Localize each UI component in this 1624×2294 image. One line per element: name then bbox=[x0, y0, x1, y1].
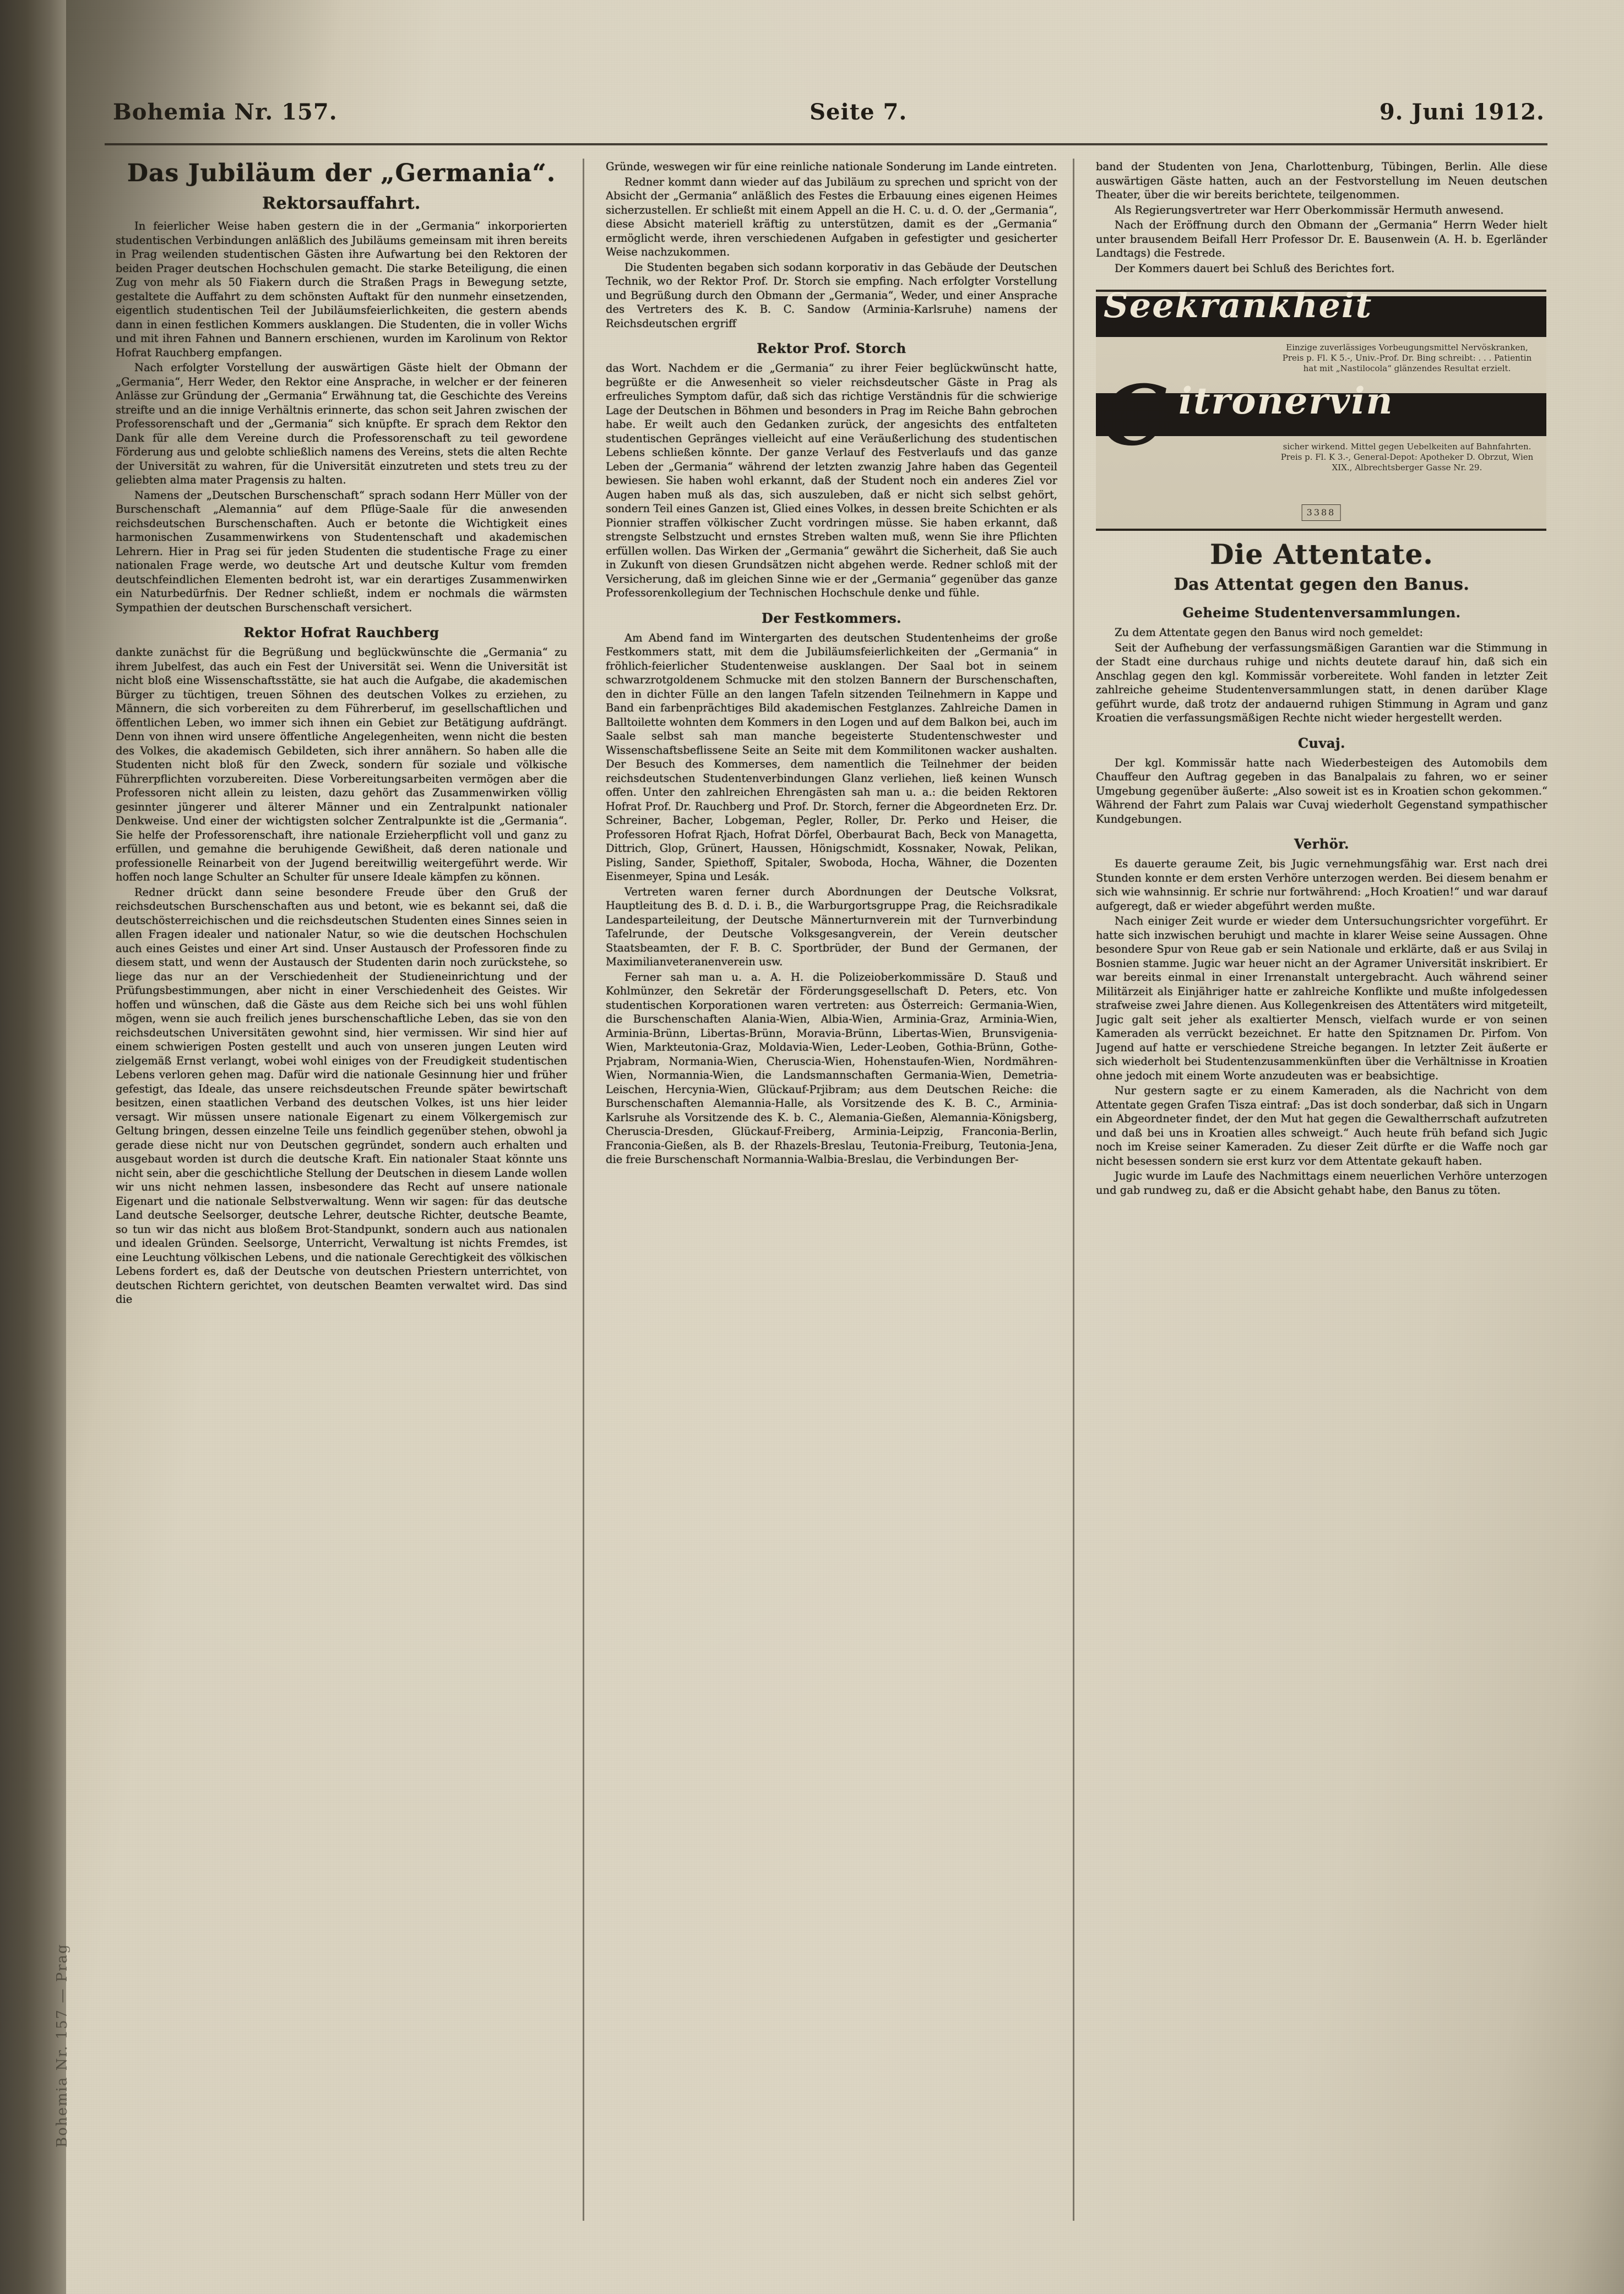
article-subhead-banus: Das Attentat gegen den Banus. bbox=[1174, 575, 1470, 594]
column-1 bbox=[116, 160, 567, 2219]
masthead-page-number: Seite 7. bbox=[810, 99, 908, 125]
paragraph: Der Kommers dauert bei Schluß des Berichtes fort. bbox=[1115, 262, 1395, 275]
masthead-date: 9. Juni 1912. bbox=[1379, 99, 1545, 125]
paragraph: Redner drückt dann seine besondere Freude über den Gruß der reichsdeutschen Burschenschaften aus und betont, wie es bekannt sei, daß die deutschösterreichischen und die reichsdeutschen Studenten eines Sinnes seien in allen Fragen idealer und nationaler Natur, so wie die deutschen Hochschulen auch eines Geistes und einer Art sind. Unser Austausch der Professoren finde zu diesem statt, und wenn der Austausch der Studenten darin noch zurückstehe, so liege das nur an der Verschiedenheit der Studieneinrichtung und der Prüfungsbestimmungen, aber nicht in einer Verschiedenheit des Geistes. Wir hoffen und wünschen, daß die Gäste aus dem Reiche sich bei uns wohl fühlen mögen, wenn sie auch freilich jenes burschenschaftliche Leben, das sie von den reichsdeutschen Universitäten gewohnt sind, hier vermissen. Wir sind hier auf einem schwierigen Posten gestellt und auch von unseren jungen Leuten wird zielgemäß Ernst verlangt, wobei wohl einiges von der Freudigkeit studentischen Lebens verloren gehen mag. Dafür wird die nationale Gesinnung hier und früher gefestigt, das Ideale, das unsere reichsdeutschen Freunde später bewirtschaft besitzen, einen staatlichen Verband des deutschen Volkes, ist uns hier leider versagt. Wir müssen unsere nationale Eigenart zu einem Völkergemisch zur Geltung bringen, dessen einzelne Teile uns feindlich gegenüber stehen, obwohl ja gerade diese nicht nur von Deutschen gegründet, sondern auch erhalten und ausgebaut worden ist durch die deutsche Kraft. Ein nationaler Staat könnte uns nicht sein, aber die geschichtliche Stellung der Deutschen in diesem Lande wollen wir uns nicht nehmen lassen, insbesondere das Recht auf unsere nationale Eigenart und die nationale Selbstverwaltung. Wenn wir sagen: für das deutsche Land deutsche Seelsorger, deutsche Lehrer, deutsche Richter, deutsche Beamte, so tun wir das nicht aus bloßem Brot-Standpunkt, sondern auch aus nationalen und idealen Gründen. Seelsorge, Unterricht, Verwaltung ist nichts Fremdes, ist eine Leuchtung völkischen Lebens, und die nationale Gerechtigkeit des völkischen Lebens fordert es, daß der Deutsche von deutschen Priestern unterrichtet, von deutschen Richtern gerichtet, von deutschen Beamten verwaltet wird. Das sind die bbox=[116, 885, 567, 1306]
paragraph: Nach erfolgter Vorstellung der auswärtigen Gäste hielt der Obmann der „Germania“, Herr Weder, den Rektor eine Ansprache, in welcher er der feineren Anlässe zur Gründung der „Germania“ Erwähnung tat, die Geschichte des Vereins streifte und an die innige Verhältnis erinnerte, das schon seit Jahren zwischen der Professorenschaft und der „Germania“ sich knüpfte. Er sprach dem Rektor den Dank für alle dem Vereine durch die Professorenschaft zu teil gewordene Förderung aus und gelobte schließlich namens des Vereins, stets die alten Rechte der Universität zu wahren, für die Universität einzutreten und stets treu zu der geliebten alma mater Pragensis zu halten. bbox=[116, 361, 567, 486]
article-headline-attentate: Die Attentate. bbox=[1210, 538, 1433, 570]
masthead-left: Bohemia Nr. 157. bbox=[113, 99, 338, 125]
column-divider-2 bbox=[1073, 159, 1074, 2221]
ad-title-seekrankheit: Seekrankheit bbox=[1104, 290, 1373, 325]
paragraph: Namens der „Deutschen Burschenschaft“ sprach sodann Herr Müller von der Burschenschaft „Alemannia“ auf dem Pflüge-Saale für die anwesenden reichsdeutschen Burschenschaften. Auch er betonte die Wichtigkeit eines harmonischen Zusammenwirkens von Studentenschaft und akademischen Lehrern. Hier in Prag sei für jeden Studenten die studentische Frage zu einer nationalen Frage werde, wo deutsche Art und deutsche Kultur vom fremden deutschfeindlichen Elementen bedroht ist, war ein derartiges Zusammenwirken ein Naturbedürfnis. Der Redner schließt, indem er nochmals die wärmsten Sympathien der deutschen Burschenschaft versichert. bbox=[116, 488, 567, 614]
masthead bbox=[113, 99, 1545, 138]
paragraph: Vertreten waren ferner durch Abordnungen der Deutsche Volksrat, Hauptleitung des B. d. D. i. B., die Warburgortsgruppe Prag, die Reichsradikale Landesparteileitung, der Deutsche Männerturnverein mit der Turnverbindung Tafelrunde, der Deutsche Volksgesangverein, der Verein deutscher Staatsbeamten, der F. B. C. Sportbrüder, der Bund der Germanen, der Maximilianveteranenverein usw. bbox=[606, 885, 1057, 968]
ad-title-citronervin: itronervin bbox=[1178, 379, 1394, 422]
paragraph: Am Abend fand im Wintergarten des deutschen Studentenheims der große Festkommers statt, mit dem die Jubiläumsfeierlichkeiten der „Germania“ in fröhlich-feierlicher Studentenweise ausklangen. Der Saal bot in seinem schwarzrotgoldenem Schmucke mit den stolzen Bannern der Burschenschaften, den in dichter Fülle an den langen Tafeln sitzenden Teilnehmern in Kappe und Band ein farbenprächtiges Bild akademischen Festglanzes. Zahlreiche Damen in Balltoilette wohnten dem Kommers in den Logen und auf dem Balkon bei, auch im Saale selbst sah man manche begeisterte Studentenschwester und Wissenschaftsbeflissene Seite an Seite mit dem Kommilitonen wacker aushalten. Der Besuch des Kommerses, dem namentlich die Teilnehmer der beiden reichsdeutschen Studentenverbindungen Glanz verliehen, ließ keinen Wunsch offen. Unter den zahlreichen Ehrengästen sah man u. a.: die beiden Rektoren Hofrat Prof. Dr. Rauchberg und Prof. Dr. Storch, ferner die Abgeordneten Erz. Dr. Schreiner, Bacher, Lobgeman, Pegler, Roller, Dr. Perko und Heiser, die Professoren Hofrat Rjach, Hofrat Dörfel, Oberbaurat Bach, Beck von Managetta, Dittrich, Glop, Grünert, Haussen, Hönigschmidt, Kossnaker, Nowak, Pelikan, Pisling, Sander, Spiethoff, Spitaler, Swoboda, Hocha, Wähner, die Dozenten Eisenmeyer, Spina und Lesák. bbox=[606, 631, 1057, 883]
article-subhead-rektorsauffahrt: Rektorsauffahrt. bbox=[262, 194, 421, 213]
ad-bigletter-c: C bbox=[1101, 367, 1167, 464]
paragraph: Als Regierungsvertreter war Herr Oberkommissär Hermuth anwesend. bbox=[1115, 203, 1504, 216]
newspaper-page bbox=[83, 66, 1569, 2230]
ad-code: 3388 bbox=[1302, 504, 1341, 521]
section-heading-cuvaj: Cuvaj. bbox=[1297, 735, 1346, 751]
paragraph: Zu dem Attentate gegen den Banus wird noch gemeldet: bbox=[1115, 626, 1424, 639]
ad-body-text-1: Einzige zuverlässiges Vorbeugungsmittel Nervöskranken, Preis p. Fl. K 5.-, Univ.-Prof. Dr. Bing schreibt: . . . Patientin hat mit „Nastilocola“ glänzendes Resultat erzielt. bbox=[1282, 343, 1532, 373]
paragraph: Nach der Eröffnung durch den Obmann der „Germania“ Herrn Weder hielt unter brausendem Beifall Herr Professor Dr. E. Bausenwein (A. H. b. Egerländer Landtags) die Festrede. bbox=[1096, 219, 1547, 259]
paragraph: Ferner sah man u. a. A. H. die Polizeioberkommissäre D. Stauß und Kohlmünzer, den Sekretär der Förderungsgesellschaft D. Peters, etc. Von studentischen Korporationen waren vertreten: aus Österreich: Germania-Wien, die Burschenschaften Alania-Wien, Albia-Wien, Arminia-Graz, Arminia-Wien, Arminia-Brünn, Libertas-Brünn, Moravia-Brünn, Libertas-Wien, Brunsvigenia-Wien, Markteutonia-Graz, Moldavia-Wien, Leder-Leoben, Gothia-Brünn, Gothe-Prjabram, Normania-Wien, Cheruscia-Wien, Hohenstaufen-Wien, Nordmähren-Wien, Normannia-Wien, die Landsmannschaften Germania-Wien, Demetria-Leischen, Hercynia-Wien, Glückauf-Prjibram; aus dem Deutschen Reiche: die Burschenschaften Alemannia-Halle, als Vorsitzende des K. B. C., Arminia-Karlsruhe als Vorsitzende des K. b. C., Alemania-Gießen, Alemannia-Königsberg, Cheruscia-Dresden, Glückauf-Freiberg, Arminia-Leipzig, Franconia-Berlin, Franconia-Gießen, als B. der Rhazels-Breslau, Teutonia-Freiburg, Teutonia-Jena, die freie Burschenschaft Normannia-Walbia-Breslau, die Verbindungen Ber- bbox=[606, 970, 1057, 1166]
paragraph: Seit der Aufhebung der verfassungsmäßigen Garantien war die Stimmung in der Stadt eine durchaus ruhige und nichts deutete darauf hin, daß sich ein Anschlag gegen den kgl. Kommissär vorbereitete. Wohl fanden in letzter Zeit zahlreiche geheime Studentenversammlungen statt, in denen darüber Klage geführt wurde, daß trotz der andauernd ruhigen Stimmung in Agram und ganz Kroatien die verfassungsmäßigen Rechte nicht wieder hergestellt werden. bbox=[1096, 641, 1547, 724]
section-heading-festkommers: Der Festkommers. bbox=[762, 610, 901, 626]
paragraph: band der Studenten von Jena, Charlottenburg, Tübingen, Berlin. Alle diese auswärtigen Gäste hatten, auch an der Festvorstellung im Neuen deutschen Theater, über die wir bereits berichtete, teilgenommen. bbox=[1096, 160, 1547, 201]
section-heading-storch: Rektor Prof. Storch bbox=[757, 340, 906, 356]
paragraph: Nach einiger Zeit wurde er wieder dem Untersuchungsrichter vorgeführt. Er hatte sich inzwischen beruhigt und machte in klarer Weise seine Aussagen. Ohne besondere Spur von Reue gab er sein Nationale und erklärte, daß er aus Svilaj in Bosnien stamme. Jugic war heuer nicht an der Agramer Universität inskribiert. Er war bereits einmal in einer Irrenanstalt untergebracht. Auch während seiner Militärzeit als Einjähriger hatte er zahlreiche Konflikte und mußte infolgedessen strafweise zwei Jahre dienen. Aus Kollegenkreisen des Attentäters wird mitgeteilt, Jugic galt seit jeher als exaltierter Mensch, vielfach wurde er von seinen Kameraden als verrückt bezeichnet. Er hatte den Spitznamen Dr. Pirfom. Von Jugend auf hatte er verschiedene Streiche begangen. In letzter Zeit äußerte er sich wiederholt bei Studentenzusammenkünften über die Verhältnisse in Kroatien ohne jedoch mit einem Worte anzudeuten was er beabsichtige. bbox=[1096, 915, 1547, 1082]
paragraph: Der kgl. Kommissär hatte nach Wiederbesteigen des Automobils dem Chauffeur den Auftrag gegeben in das Banalpalais zu fahren, wo er seiner Umgebung gegenüber äußerte: „Also soweit ist es in Kroatien schon gekommen.“ Während der Fahrt zum Palais war Cuvaj wiederholt Gegenstand sympathischer Kundgebungen. bbox=[1096, 756, 1547, 825]
column-divider-1 bbox=[583, 159, 584, 2221]
section-heading-verhoer: Verhör. bbox=[1294, 836, 1350, 852]
column-2 bbox=[606, 160, 1057, 2219]
masthead-rule bbox=[105, 143, 1547, 145]
paragraph: Redner kommt dann wieder auf das Jubiläum zu sprechen und spricht von der Absicht der „Germania“ anläßlich des Festes die Erbauung eines eigenen Heimes sicherzustellen. Er schließt mit einem Appell an die H. C. u. d. O. der „Germania“, diese Absicht materiell kräftig zu unterstützen, damit es der „Germania“ ermöglicht werde, ihren verschiedenen Aufgaben in gefestigter und gesicherter Weise nachzukommen. bbox=[606, 175, 1057, 258]
section-heading-rauchberg: Rektor Hofrat Rauchberg bbox=[243, 624, 439, 640]
section-heading-studentenversammlungen: Geheime Studentenversammlungen. bbox=[1182, 605, 1461, 621]
ad-body-text-2: sicher wirkend. Mittel gegen Uebelkeiten auf Bahnfahrten. Preis p. Fl. K 3.-, General-Depot: Apotheker D. Obrzut, Wien XIX., Albrechtsberger Gasse Nr. 29. bbox=[1280, 442, 1534, 472]
paragraph: In feierlicher Weise haben gestern die in der „Germania“ inkorporierten studentischen Verbindungen anläßlich des Jubiläums gemeinsam mit ihren bereits in Prag weilenden studentischen Gästen ihre Aufwartung bei den Rektoren der beiden Prager deutschen Hochschulen gemacht. Die starke Beteiligung, die einen Zug von mehr als 50 Fiakern durch die Straßen Prags in Bewegung setzte, gestaltete die Auffahrt zu dem schönsten Auftakt für den nunmehr einsetzenden, eigentlich studentischen Teil der Jubiläumsfeierlichkeiten, die gestern abends dann in einen festlichen Kommers ausklangen. Die Studenten, die in voller Wichs und mit ihren Fahnen und Bannern erschienen, wurden im Karolinum von Rektor Hofrat Rauchberg empfangen. bbox=[116, 220, 567, 359]
paragraph: Nur gestern sagte er zu einem Kameraden, als die Nachricht von dem Attentate gegen Grafen Tisza eintraf: „Das ist doch sonderbar, daß sich in Ungarn ein Abgeordneter findet, der den Mut hat gegen die Gewaltherrschaft aufzutreten und daß bei uns in Kroatien alles schweigt.“ Auch heute früh befand sich Jugic noch im Kreise seiner Kameraden. Zu dieser Zeit dürfte er die Waffe noch gar nicht besessen sondern sie erst kurz vor dem Attentate gekauft haben. bbox=[1096, 1084, 1547, 1167]
paragraph: das Wort. Nachdem er die „Germania“ zu ihrer Feier beglückwünscht hatte, begrüßte er die Anwesenheit so vieler reichsdeutscher Gäste in Prag als erfreuliches Symptom dafür, daß sich das richtige Verständnis für die schwierige Lage der Deutschen in Böhmen und besonders in Prag im Reiche Bahn gebrochen habe. Er weilt auch den Gedanken zurück, der angesichts des entfalteten studentischen Gepränges vielleicht auf eine Veräußerlichung des studentischen Lebens schließen könnte. Der ganze Verlauf des Festverlaufs und das ganze Leben der „Germania“ während der letzten zwanzig Jahre haben das Gegenteil bewiesen. Sie haben wohl erkannt, daß der Student noch ein anderes Ziel vor Augen haben muß als das, sich auszuleben, daß er nicht sich selbst gehört, sondern Teil eines Ganzen ist, Glied eines Volkes, in dessen breite Schichten er als Pionnier straffen völkischer Zucht vordringen müsse. Sie haben erkannt, daß strengste Selbstzucht und ernstes Streben walten muß, wenn Sie ihre Pflichten erfüllen wollen. Das Wirken der „Germania“ gewährt die Sicherheit, daß Sie auch in Zukunft von diesen Grundsätzen nicht abgehen werde. Redner schloß mit der Versicherung, daß im gleichen Sinne wie er der „Germania“ gegenüber das ganze Professorenkollegium der Technischen Hochschule denke und fühle. bbox=[606, 362, 1057, 599]
edge-bleed-text: Bohemia Nr. 157 — Prag bbox=[54, 1943, 70, 2148]
paragraph: Gründe, weswegen wir für eine reinliche nationale Sonderung im Lande eintreten. bbox=[606, 160, 1057, 173]
advertisement-citronervin[interactable] bbox=[1096, 290, 1546, 531]
column-3 bbox=[1096, 160, 1547, 2219]
paragraph: dankte zunächst für die Begrüßung und beglückwünschte die „Germania“ zu ihrem Jubelfest, das auch ein Fest der Universität sei. Wenn die Universität ist nicht bloß eine Wissenschaftsstätte, sie hat auch die Aufgabe, die akademischen Bürger zu tüchtigen, treuen Söhnen des deutschen Volkes zu erziehen, zu Männern, die sich vorbereiten zu dem Führerberuf, im gesellschaftlichen und öffentlichen Leben, wo immer sich ihnen ein Gebiet zur Betätigung aufdrängt. Denn von ihnen wird unsere öffentliche Angelegenheiten, wenn nicht die besten des Volkes, die akademisch Gebildeten, sich ihrer annähern. So haben alle die Studenten nicht bloß für den Zweck, sondern für soziale und völkische Führerpflichten vorzubereiten. Diese Vorbereitungsarbeiten vermögen aber die Professoren nicht allein zu leisten, dazu gehört das Zusammenwirken völlig gesinnter jüngerer und älterer Männer und ein Zentralpunkt nationaler Denkweise. Und einer der wichtigsten solcher Zentralpunkte ist die „Germania“. Sie helfe der Professorenschaft, ihre nationale Erzieherpflicht voll und ganz zu erfüllen, und gemahne die beruhigende Gewißheit, daß deren nationale und professionelle Reinarbeit von der Jugend bereitwillig weitergeführt werde. Wir hoffen noch lange Schulter an Schulter für unsere Ideale kämpfen zu können. bbox=[116, 646, 567, 883]
paragraph: Jugic wurde im Laufe des Nachmittags einem neuerlichen Verhöre unterzogen und gab rundweg zu, daß er die Absicht gehabt habe, den Banus zu töten. bbox=[1096, 1170, 1547, 1197]
article-headline-germania: Das Jubiläum der „Germania“. bbox=[127, 160, 556, 187]
paragraph: Es dauerte geraume Zeit, bis Jugic vernehmungsfähig war. Erst nach drei Stunden konnte er dem ersten Verhöre unterzogen werden. Bei diesem benahm er sich wie wahnsinnig. Er schrie nur fortwährend: „Hoch Kroatien!“ und war darauf aufgeregt, daß er wieder abgeführt werden mußte. bbox=[1096, 857, 1547, 912]
paragraph: Die Studenten begaben sich sodann korporativ in das Gebäude der Deutschen Technik, wo der Rektor Prof. Dr. Storch sie empfing. Nach erfolgter Vorstellung und Begrüßung durch den Obmann der „Germania“, Weder, und einer Ansprache des Vertreters des K. B. C. Sandow (Arminia-Karlsruhe) namens der Reichsdeutschen ergriff bbox=[606, 260, 1057, 330]
